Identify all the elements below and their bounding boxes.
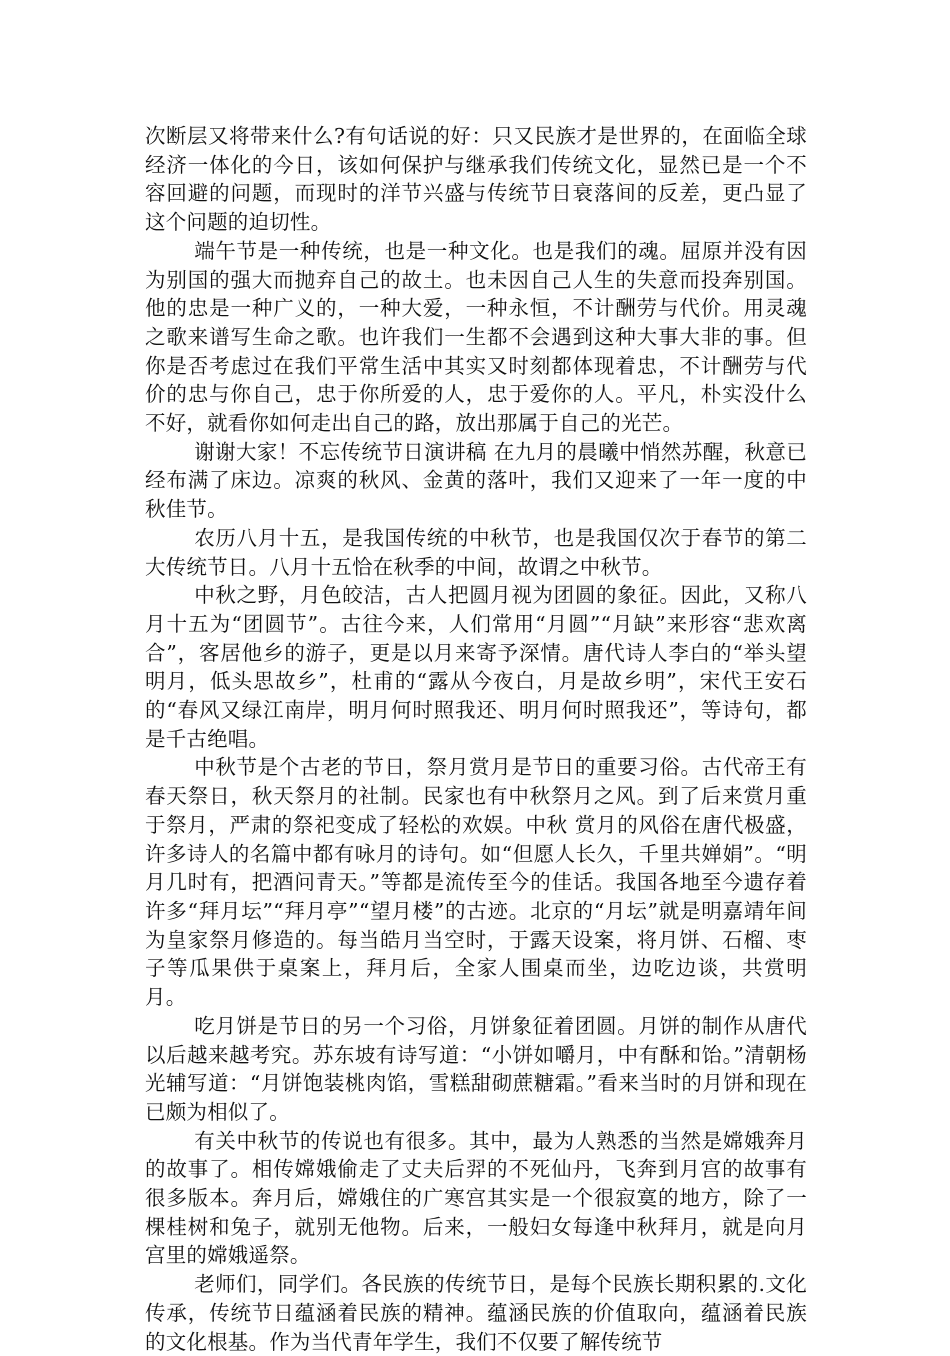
document-body (145, 122, 807, 1356)
paragraph-mid-autumn-intro: 农历八月十五，是我国传统的中秋节，也是我国仅次于春节的第二大传统节日。八月十五恰在秋季的中间，故谓之中秋节。 (145, 525, 807, 579)
paragraph-moon-worship: 中秋节是个古老的节日，祭月赏月是节日的重要习俗。古代帝王有春天祭日，秋天祭月的社制。民家也有中秋祭月之风。到了后来赏月重于祭月，严肃的祭祀变成了轻松的欢娱。中秋 赏月的风俗在唐代极盛，许多诗人的名篇中都有咏月的诗句。如“但愿人长久，千里共婵娟”。“明月几时有，把酒问青天。”等都是流传至今的佳话。我国各地至今遗存着许多“拜月坛”“拜月亭”“望月楼”的古迹。北京的“月坛”就是明嘉靖年间为皇家祭月修造的。每当皓月当空时，于露天设案，将月饼、石榴、枣子等瓜果供于桌案上，拜月后，全家人围桌而坐，边吃边谈，共赏明月。 (145, 755, 807, 1010)
paragraph-moon-reunion: 中秋之野，月色皎洁，古人把圆月视为团圆的象征。因此，又称八月十五为“团圆节”。古往今来，人们常用“月圆”“月缺”来形容“悲欢离合”，客居他乡的游子，更是以月来寄予深情。唐代诗人李白的“举头望明月，低头思故乡”，杜甫的“露从今夜白，月是故乡明”，宋代王安石的“春风又绿江南岸，明月何时照我还、明月何时照我还”，等诗句，都是千古绝唱。 (145, 583, 807, 751)
paragraph-legend: 有关中秋节的传说也有很多。其中，最为人熟悉的当然是嫦娥奔月的故事了。相传嫦娥偷走了丈夫后羿的不死仙丹，飞奔到月宫的故事有很多版本。奔月后，嫦娥住的广寒宫其实是一个很寂寞的地方，除了一棵桂树和兔子，就别无他物。后来，一般妇女每逢中秋拜月，就是向月宫里的嫦娥遥祭。 (145, 1128, 807, 1268)
paragraph-mooncake: 吃月饼是节日的另一个习俗，月饼象征着团圆。月饼的制作从唐代以后越来越考究。苏东坡有诗写道：“小饼如嚼月，中有酥和饴。”清朝杨光辅写道：“月饼饱装桃肉馅，雪糕甜砌蔗糖霜。”看来当时的月饼和现在已颇为相似了。 (145, 1013, 807, 1124)
paragraph-continuation: 次断层又将带来什么?有句话说的好：只又民族才是世界的，在面临全球经济一体化的今日，该如何保护与继承我们传统文化，显然已是一个不容回避的问题，而现时的洋节兴盛与传统节日衰落间的反差，更凸显了这个问题的迫切性。 (145, 124, 807, 235)
paragraph-thanks: 谢谢大家！不忘传统节日演讲稿 在九月的晨曦中悄然苏醒，秋意已经布满了床边。凉爽的秋风、金黄的落叶，我们又迎来了一年一度的中秋佳节。 (145, 439, 807, 522)
paragraph-dragon-boat: 端午节是一种传统，也是一种文化。也是我们的魂。屈原并没有因为别国的强大而抛弃自己的故土。也未因自己人生的失意而投奔别国。他的忠是一种广义的，一种大爱，一种永恒，不计酬劳与代价。用灵魂之歌来谱写生命之歌。也许我们一生都不会遇到这种大事大非的事。但你是否考虑过在我们平常生活中其实又时刻都体现着忠，不计酬劳与代价的忠与你自己，忠于你所爱的人，忠于爱你的人。平凡，朴实没什么不好，就看你如何走出自己的路，放出那属于自己的光芒。 (145, 238, 807, 436)
paragraph-closing: 老师们，同学们。各民族的传统节日，是每个民族长期积累的.文化传承，传统节日蕴涵着民族的精神。蕴涵民族的价值取向，蕴涵着民族的文化根基。作为当代青年学生，我们不仅要了解传统节 (145, 1272, 807, 1354)
